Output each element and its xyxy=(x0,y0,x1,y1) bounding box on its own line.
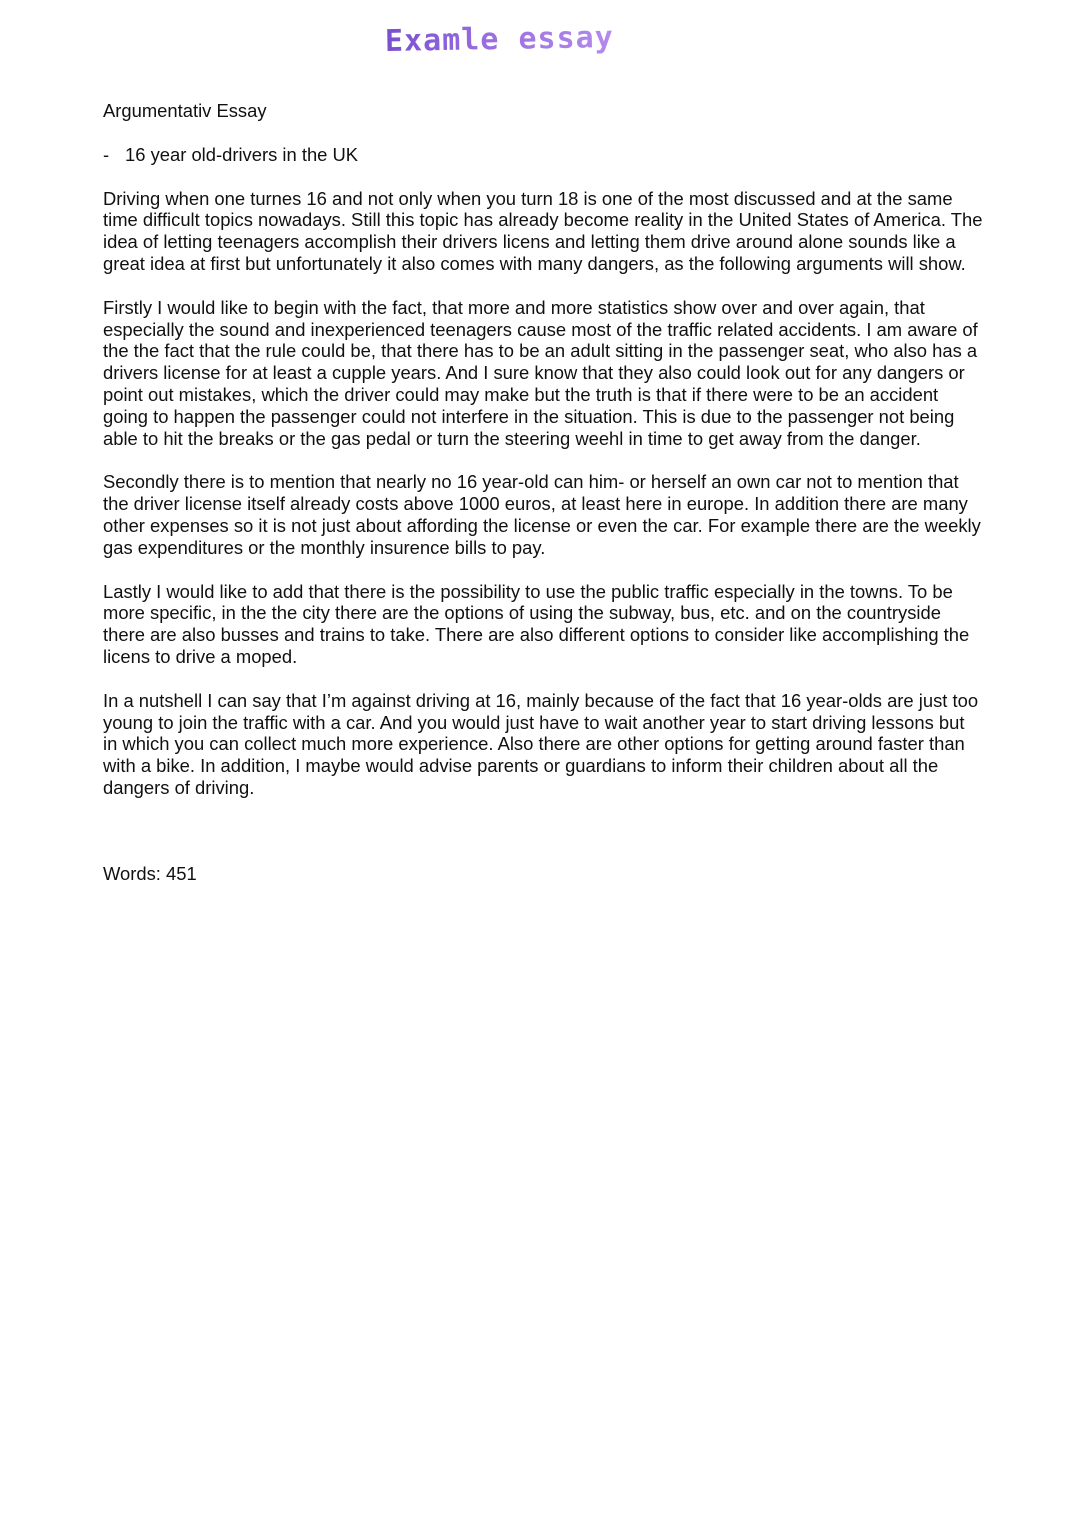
essay-paragraph-first-argument: Firstly I would like to begin with the fact, that more and more statistics show over and over again, that especially the sound and inexperienced teenagers cause most of the traffic related accidents. I am aware of the the fact that the rule could be, that there has to be an adult sitting in the passenger seat, who also has a drivers license for at least a cupple years. And I sure know that they also could look out for any dangers or point out mistakes, which the driver could may make but the truth is that if there were to be an accident going to happen the passenger could not interfere in the situation. This is due to the passenger not being able to hit the breaks or the gas pedal or turn the steering weehl in time to get away from the danger. xyxy=(103,296,978,449)
essay-paragraph-second-argument: Secondly there is to mention that nearly no 16 year-old can him- or herself an own car not to mention that the driver license itself already costs above 1000 euros, at least here in europe. In addition there are many other expenses so it is not just about affording the license or even the car. For example there are the weekly gas expenditures or the monthly insurence bills to pay. xyxy=(103,471,981,558)
essay-subtitle xyxy=(103,144,983,166)
essay-title: Argumentativ Essay xyxy=(103,100,267,121)
list-dash-icon: - xyxy=(103,143,110,165)
essay-body xyxy=(103,100,983,885)
handwritten-page-title: Examle essay xyxy=(384,20,615,59)
essay-paragraph-introduction: Driving when one turnes 16 and not only when you turn 18 is one of the most discussed and at the same time difficult topics nowadays. Still this topic has already become reality in the United States of America. The idea of letting teenagers accomplish their drivers licens and letting them drive around alone sounds like a great idea at first but unfortunately it also comes with many dangers, as the following arguments will show. xyxy=(103,187,983,274)
essay-subtitle-text: 16 year old-drivers in the UK xyxy=(125,143,359,165)
word-count: Words: 451 xyxy=(103,862,197,884)
essay-paragraph-third-argument: Lastly I would like to add that there is the possibility to use the public traffic especially in the towns. To be more specific, in the the city there are the options of using the subway, bus, etc. and on the countryside there are also busses and trains to take. There are also different options to consider like accomplishing the licens to drive a moped. xyxy=(103,580,970,667)
essay-paragraph-conclusion: In a nutshell I can say that I’m against driving at 16, mainly because of the fact that 16 year-olds are just too young to join the traffic with a car. And you would just have to wait another year to start driving lessons but in which you can collect much more experience. Also there are other options for getting around faster than with a bike. In addition, I maybe would advise parents or guardians to inform their children about all the dangers of driving. xyxy=(103,689,979,798)
